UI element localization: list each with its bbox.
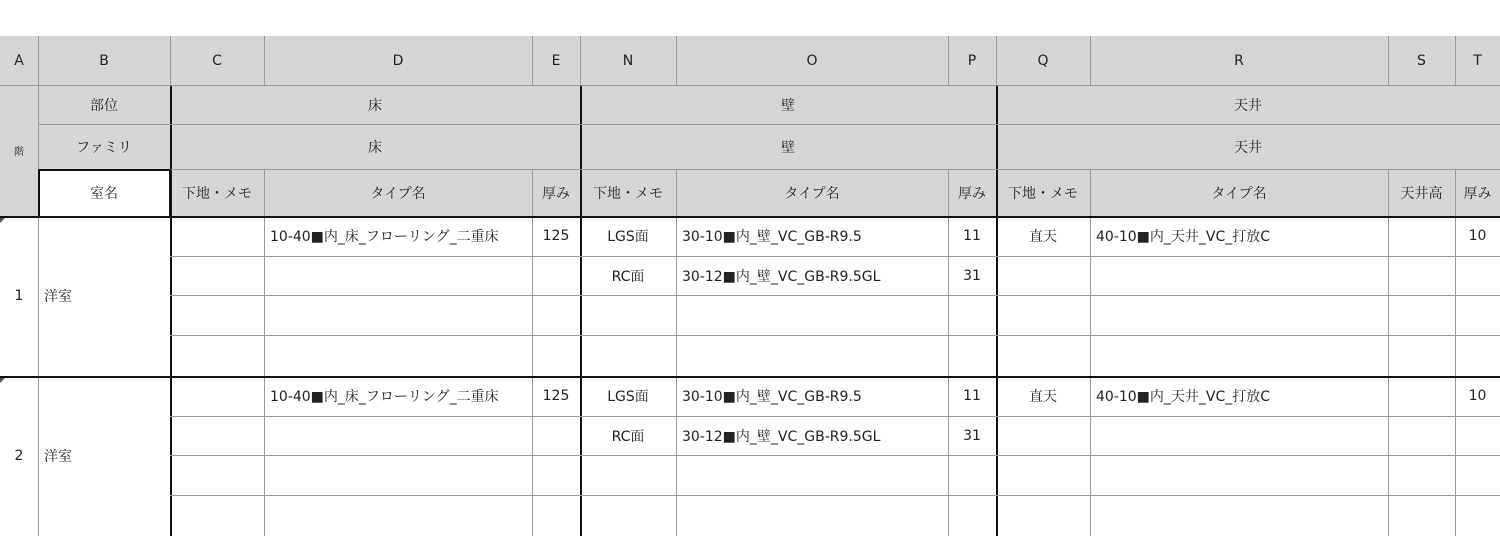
field-header: 下地・メモ xyxy=(580,169,676,216)
data-cell[interactable] xyxy=(170,335,264,376)
column-header-a[interactable]: A xyxy=(0,36,38,85)
data-cell[interactable] xyxy=(996,495,1090,536)
data-cell[interactable]: 30-12■内_壁_VC_GB-R9.5GL xyxy=(676,416,948,455)
grid-vline xyxy=(264,169,265,536)
column-header-n[interactable]: N xyxy=(580,36,676,85)
grid-vline xyxy=(1090,169,1091,536)
data-cell[interactable] xyxy=(948,455,996,495)
data-cell[interactable] xyxy=(1090,416,1388,455)
field-header: 厚み xyxy=(948,169,996,216)
data-cell[interactable] xyxy=(532,335,580,376)
data-cell[interactable] xyxy=(948,335,996,376)
data-cell[interactable] xyxy=(532,295,580,335)
ceiling-family: 天井 xyxy=(996,124,1500,169)
grid-vline xyxy=(38,169,40,216)
data-cell[interactable]: 直天 xyxy=(996,216,1090,256)
data-cell[interactable] xyxy=(532,455,580,495)
data-cell[interactable] xyxy=(996,256,1090,295)
data-cell[interactable]: 30-10■内_壁_VC_GB-R9.5 xyxy=(676,216,948,256)
data-cell[interactable]: 10 xyxy=(1455,376,1500,416)
field-header: タイプ名 xyxy=(1090,169,1388,216)
grid-vline xyxy=(948,36,949,85)
grid-vline xyxy=(264,36,265,85)
data-cell[interactable]: 125 xyxy=(532,376,580,416)
grid-hline xyxy=(0,85,1500,86)
data-cell[interactable] xyxy=(1090,295,1388,335)
data-cell[interactable]: 40-10■内_天井_VC_打放C xyxy=(1090,376,1388,416)
data-cell[interactable] xyxy=(1455,416,1500,455)
data-cell[interactable] xyxy=(948,495,996,536)
data-cell[interactable] xyxy=(1388,335,1455,376)
wall-family: 壁 xyxy=(580,124,996,169)
data-cell[interactable] xyxy=(1455,295,1500,335)
field-header: 下地・メモ xyxy=(996,169,1090,216)
data-cell[interactable]: 31 xyxy=(948,256,996,295)
data-cell[interactable] xyxy=(996,455,1090,495)
grid-vline xyxy=(676,36,677,85)
data-cell[interactable] xyxy=(1455,335,1500,376)
grid-hline xyxy=(38,169,1500,170)
data-cell[interactable] xyxy=(676,295,948,335)
grid-vline xyxy=(1455,169,1456,536)
data-cell[interactable] xyxy=(580,295,676,335)
grid-vline xyxy=(676,169,677,536)
data-cell[interactable]: 30-12■内_壁_VC_GB-R9.5GL xyxy=(676,256,948,295)
grid-vline xyxy=(996,85,998,536)
grid-hline xyxy=(170,256,1500,257)
column-header-o[interactable]: O xyxy=(676,36,948,85)
data-cell[interactable] xyxy=(996,416,1090,455)
data-cell[interactable]: 11 xyxy=(948,216,996,256)
data-cell[interactable] xyxy=(676,495,948,536)
column-header-c[interactable]: C xyxy=(170,36,264,85)
wall-part: 壁 xyxy=(580,85,996,124)
data-cell[interactable]: 31 xyxy=(948,416,996,455)
grid-vline xyxy=(1455,36,1456,85)
grid-hline xyxy=(0,216,1500,218)
data-cell[interactable] xyxy=(170,295,264,335)
data-cell[interactable] xyxy=(1388,416,1455,455)
data-cell[interactable] xyxy=(264,495,532,536)
grid-vline xyxy=(996,36,997,85)
grid-vline xyxy=(170,85,172,536)
data-cell[interactable] xyxy=(532,256,580,295)
data-cell[interactable] xyxy=(1455,495,1500,536)
data-cell[interactable] xyxy=(1388,256,1455,295)
grid-hline xyxy=(38,124,1500,125)
data-cell[interactable] xyxy=(676,335,948,376)
data-cell[interactable] xyxy=(170,256,264,295)
data-cell[interactable] xyxy=(532,495,580,536)
data-cell[interactable] xyxy=(264,295,532,335)
column-header-t[interactable]: T xyxy=(1455,36,1500,85)
row-number[interactable]: 1 xyxy=(0,216,38,376)
field-header: 厚み xyxy=(532,169,580,216)
data-cell[interactable]: RC面 xyxy=(580,256,676,295)
data-cell[interactable] xyxy=(580,335,676,376)
part-label: 部位 xyxy=(38,85,170,124)
family-label: ファミリ xyxy=(38,124,170,169)
data-cell[interactable] xyxy=(264,455,532,495)
data-cell[interactable] xyxy=(170,216,264,256)
grid-hline xyxy=(170,416,1500,417)
data-cell[interactable]: RC面 xyxy=(580,416,676,455)
grid-hline xyxy=(170,495,1500,496)
data-cell[interactable]: 10-40■内_床_フローリング_二重床 xyxy=(264,376,532,416)
field-header: タイプ名 xyxy=(676,169,948,216)
data-cell[interactable] xyxy=(532,416,580,455)
data-cell[interactable] xyxy=(264,256,532,295)
data-cell[interactable]: 125 xyxy=(532,216,580,256)
grid-vline xyxy=(170,36,171,85)
field-header: 厚み xyxy=(1455,169,1500,216)
grid-vline xyxy=(1388,36,1389,85)
column-header-q[interactable]: Q xyxy=(996,36,1090,85)
data-cell[interactable] xyxy=(1090,256,1388,295)
data-cell[interactable] xyxy=(264,335,532,376)
data-cell[interactable] xyxy=(580,455,676,495)
grid-vline xyxy=(580,85,582,536)
data-cell[interactable] xyxy=(170,495,264,536)
data-cell[interactable]: 直天 xyxy=(996,376,1090,416)
column-header-r[interactable]: R xyxy=(1090,36,1388,85)
data-cell[interactable]: 30-10■内_壁_VC_GB-R9.5 xyxy=(676,376,948,416)
grid-hline xyxy=(170,455,1500,456)
data-cell[interactable] xyxy=(580,495,676,536)
floor-part: 床 xyxy=(170,85,580,124)
field-header: 下地・メモ xyxy=(170,169,264,216)
data-cell[interactable] xyxy=(1455,455,1500,495)
column-header-d[interactable]: D xyxy=(264,36,532,85)
data-cell[interactable] xyxy=(1388,455,1455,495)
grid-hline xyxy=(0,376,1500,378)
data-cell[interactable] xyxy=(1090,335,1388,376)
column-header-e[interactable]: E xyxy=(532,36,580,85)
field-header: 天井高 xyxy=(1388,169,1455,216)
data-cell[interactable]: 10-40■内_床_フローリング_二重床 xyxy=(264,216,532,256)
data-cell[interactable] xyxy=(948,295,996,335)
data-cell[interactable] xyxy=(1388,495,1455,536)
data-cell[interactable]: 10 xyxy=(1455,216,1500,256)
data-cell[interactable] xyxy=(1388,295,1455,335)
room-name[interactable]: 洋室 xyxy=(38,376,170,536)
grid-hline xyxy=(170,295,1500,296)
room-name[interactable]: 洋室 xyxy=(38,216,170,376)
data-cell[interactable]: LGS面 xyxy=(580,376,676,416)
data-cell[interactable] xyxy=(264,416,532,455)
grid-vline xyxy=(1090,36,1091,85)
data-cell[interactable]: 11 xyxy=(948,376,996,416)
data-cell[interactable] xyxy=(1455,256,1500,295)
data-cell[interactable] xyxy=(1090,455,1388,495)
data-cell[interactable] xyxy=(996,335,1090,376)
field-header: タイプ名 xyxy=(264,169,532,216)
data-cell[interactable] xyxy=(676,455,948,495)
grid-vline xyxy=(580,36,581,85)
column-header-b[interactable]: B xyxy=(38,36,170,85)
data-cell[interactable] xyxy=(1090,495,1388,536)
ceiling-part: 天井 xyxy=(996,85,1500,124)
column-header-p[interactable]: P xyxy=(948,36,996,85)
data-cell[interactable] xyxy=(170,455,264,495)
data-cell[interactable] xyxy=(170,416,264,455)
grid-vline xyxy=(169,169,171,216)
grid-hline xyxy=(38,169,170,171)
data-cell[interactable] xyxy=(170,376,264,416)
spreadsheet-grid xyxy=(0,36,1500,526)
data-cell[interactable] xyxy=(996,295,1090,335)
field-header: 室名 xyxy=(38,169,170,216)
data-cell[interactable]: LGS面 xyxy=(580,216,676,256)
data-cell[interactable] xyxy=(1388,376,1455,416)
floor-family: 床 xyxy=(170,124,580,169)
grid-vline xyxy=(38,85,39,536)
grid-vline xyxy=(948,169,949,536)
floor-label: 階 xyxy=(0,85,38,216)
data-cell[interactable] xyxy=(1388,216,1455,256)
grid-vline xyxy=(38,36,39,85)
grid-vline xyxy=(532,169,533,536)
row-number[interactable]: 2 xyxy=(0,376,38,536)
grid-vline xyxy=(532,36,533,85)
column-header-s[interactable]: S xyxy=(1388,36,1455,85)
grid-vline xyxy=(1388,169,1389,536)
grid-hline xyxy=(170,335,1500,336)
data-cell[interactable]: 40-10■内_天井_VC_打放C xyxy=(1090,216,1388,256)
